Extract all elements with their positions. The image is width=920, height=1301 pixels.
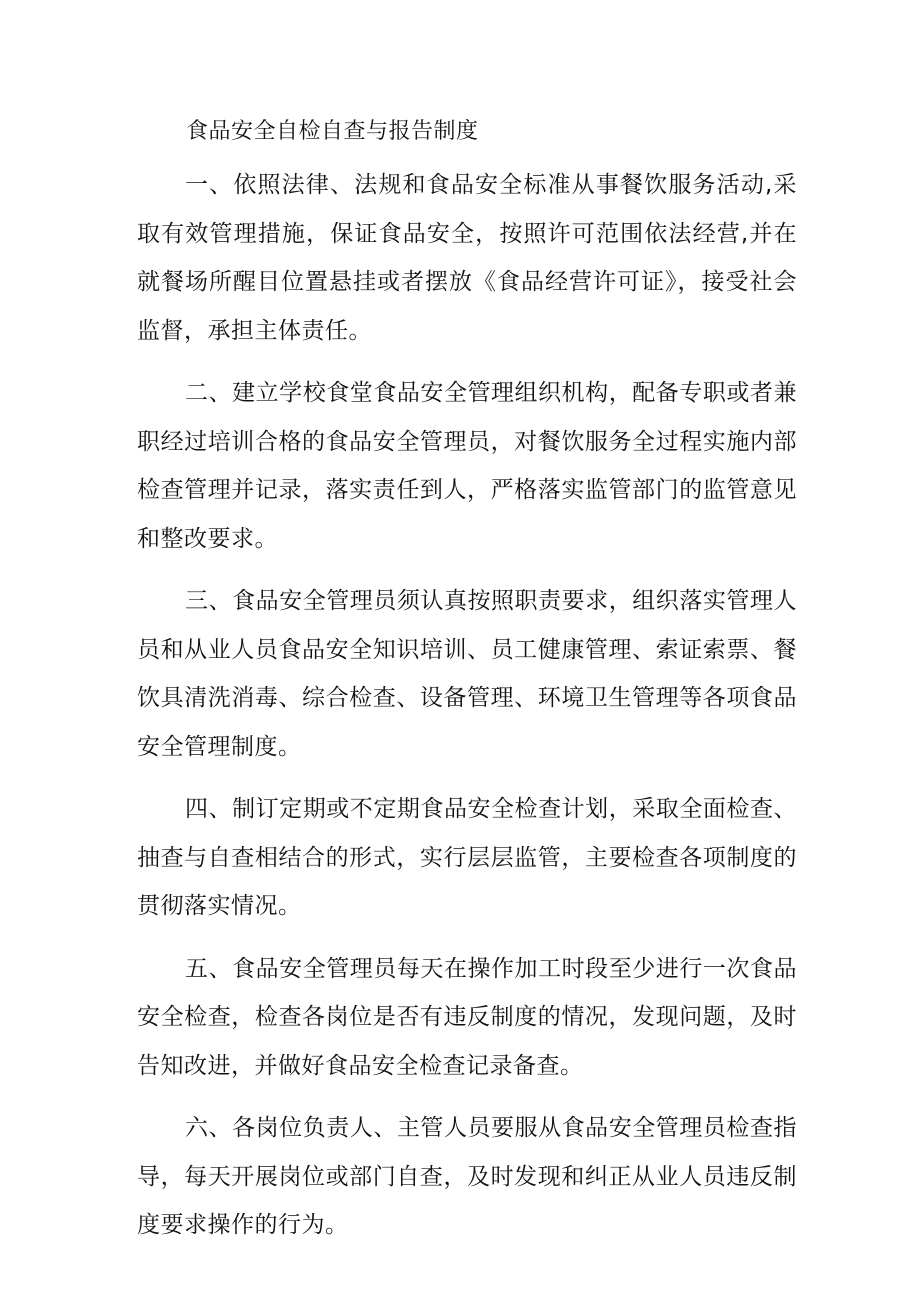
document-body <box>137 161 797 1264</box>
paragraph-2: 二、建立学校食堂食品安全管理组织机构，配备专职或者兼职经过培训合格的食品安全管理员，对餐饮服务全过程实施内部检查管理并记录，落实责任到人，严格落实监管部门的监管意见和整改要求。 <box>137 380 797 552</box>
paragraph-3: 三、食品安全管理员须认真按照职责要求，组织落实管理人员和从业人员食品安全知识培训、员工健康管理、索证索票、餐饮具清洗消毒、综合检查、设备管理、环境卫生管理等各项食品安全管理制度。 <box>137 588 797 760</box>
paragraph-6: 六、各岗位负责人、主管人员要服从食品安全管理员检查指导，每天开展岗位或部门自查，及时发现和纠正从业人员违反制度要求操作的行为。 <box>137 1115 797 1238</box>
paragraph-5: 五、食品安全管理员每天在操作加工时段至少进行一次食品安全检查，检查各岗位是否有违反制度的情况，发现问题，及时告知改进，并做好食品安全检查记录备查。 <box>137 955 797 1079</box>
document-title: 食品安全自检自查与报告制度 <box>186 119 479 144</box>
paragraph-1: 一、依照法律、法规和食品安全标准从事餐饮服务活动,采取有效管理措施，保证食品安全，按照许可范围依法经营,并在就餐场所醒目位置悬挂或者摆放《食品经营许可证》，接受社会监督，承担主体责任。 <box>137 172 797 344</box>
paragraph-4: 四、制订定期或不定期食品安全检查计划，采取全面检查、抽查与自查相结合的形式，实行层层监管，主要检查各项制度的贯彻落实情况。 <box>137 796 797 919</box>
